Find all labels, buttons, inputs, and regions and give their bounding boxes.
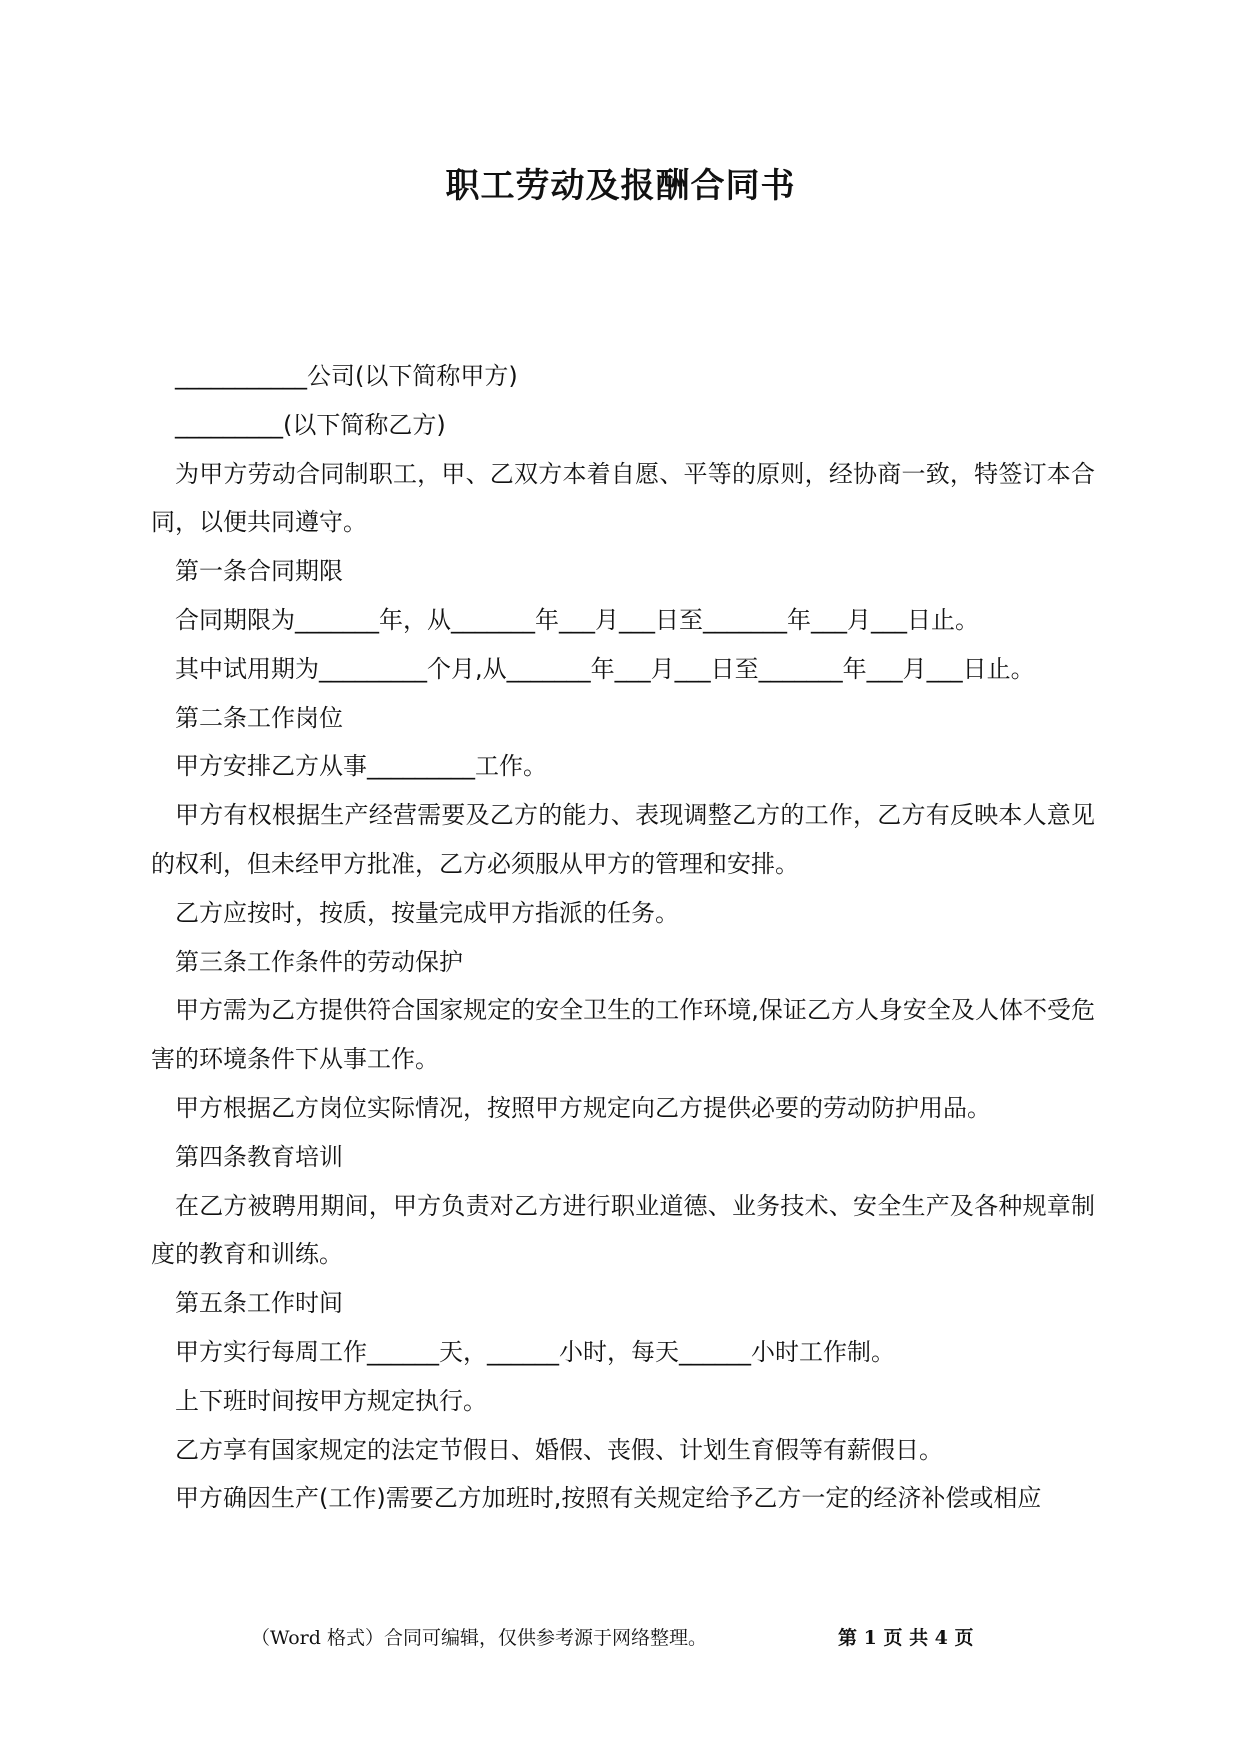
preamble-paragraph: 为甲方劳动合同制职工，甲、乙双方本着自愿、平等的原则，经协商一致，特签订本合同，以便共同遵守。: [151, 459, 1095, 537]
work-schedule-paragraph: 甲方实行每周工作______天，______小时，每天______小时工作制。: [175, 1337, 895, 1366]
document-title: 职工劳动及报酬合同书: [445, 166, 796, 206]
party-a-line: ___________公司(以下简称甲方): [175, 362, 518, 390]
training-paragraph: 在乙方被聘用期间，甲方负责对乙方进行职业道德、业务技术、安全生产及各种规章制度的教育和训练。: [151, 1191, 1095, 1269]
contract-body: [151, 352, 1095, 1523]
article-3-heading: 第三条工作条件的劳动保护: [175, 947, 463, 976]
party-b-line: _________(以下简称乙方): [175, 410, 446, 439]
paid-leave-paragraph: 乙方享有国家规定的法定节假日、婚假、丧假、计划生育假等有薪假日。: [175, 1435, 943, 1464]
contract-term-paragraph: 合同期限为_______年，从_______年___月___日至_______年___月___日止。: [175, 605, 979, 634]
overtime-paragraph: 甲方确因生产(工作)需要乙方加班时,按照有关规定给予乙方一定的经济补偿或相应: [175, 1484, 1042, 1513]
job-adjustment-paragraph: 甲方有权根据生产经营需要及乙方的能力、表现调整乙方的工作，乙方有反映本人意见的权利，但未经甲方批准，乙方必须服从甲方的管理和安排。: [151, 801, 1095, 878]
footer-note: （Word 格式）合同可编辑，仅供参考源于网络整理。: [251, 1627, 707, 1649]
article-5-heading: 第五条工作时间: [175, 1289, 343, 1318]
article-1-heading: 第一条合同期限: [175, 557, 343, 586]
article-2-heading: 第二条工作岗位: [175, 703, 343, 732]
job-assignment-paragraph: 甲方安排乙方从事_________工作。: [175, 752, 547, 781]
work-hours-paragraph: 上下班时间按甲方规定执行。: [175, 1386, 487, 1415]
task-completion-paragraph: 乙方应按时，按质，按量完成甲方指派的任务。: [175, 898, 679, 927]
protective-equipment-paragraph: 甲方根据乙方岗位实际情况，按照甲方规定向乙方提供必要的劳动防护用品。: [175, 1093, 991, 1122]
page-number: 第 1 页 共 4 页: [838, 1627, 974, 1649]
article-4-heading: 第四条教育培训: [175, 1142, 343, 1171]
probation-paragraph: 其中试用期为_________个月,从_______年___月___日至_______年___月___日止。: [175, 654, 1035, 683]
safety-environment-paragraph: 甲方需为乙方提供符合国家规定的安全卫生的工作环境,保证乙方人身安全及人体不受危害的环境条件下从事工作。: [151, 996, 1095, 1074]
